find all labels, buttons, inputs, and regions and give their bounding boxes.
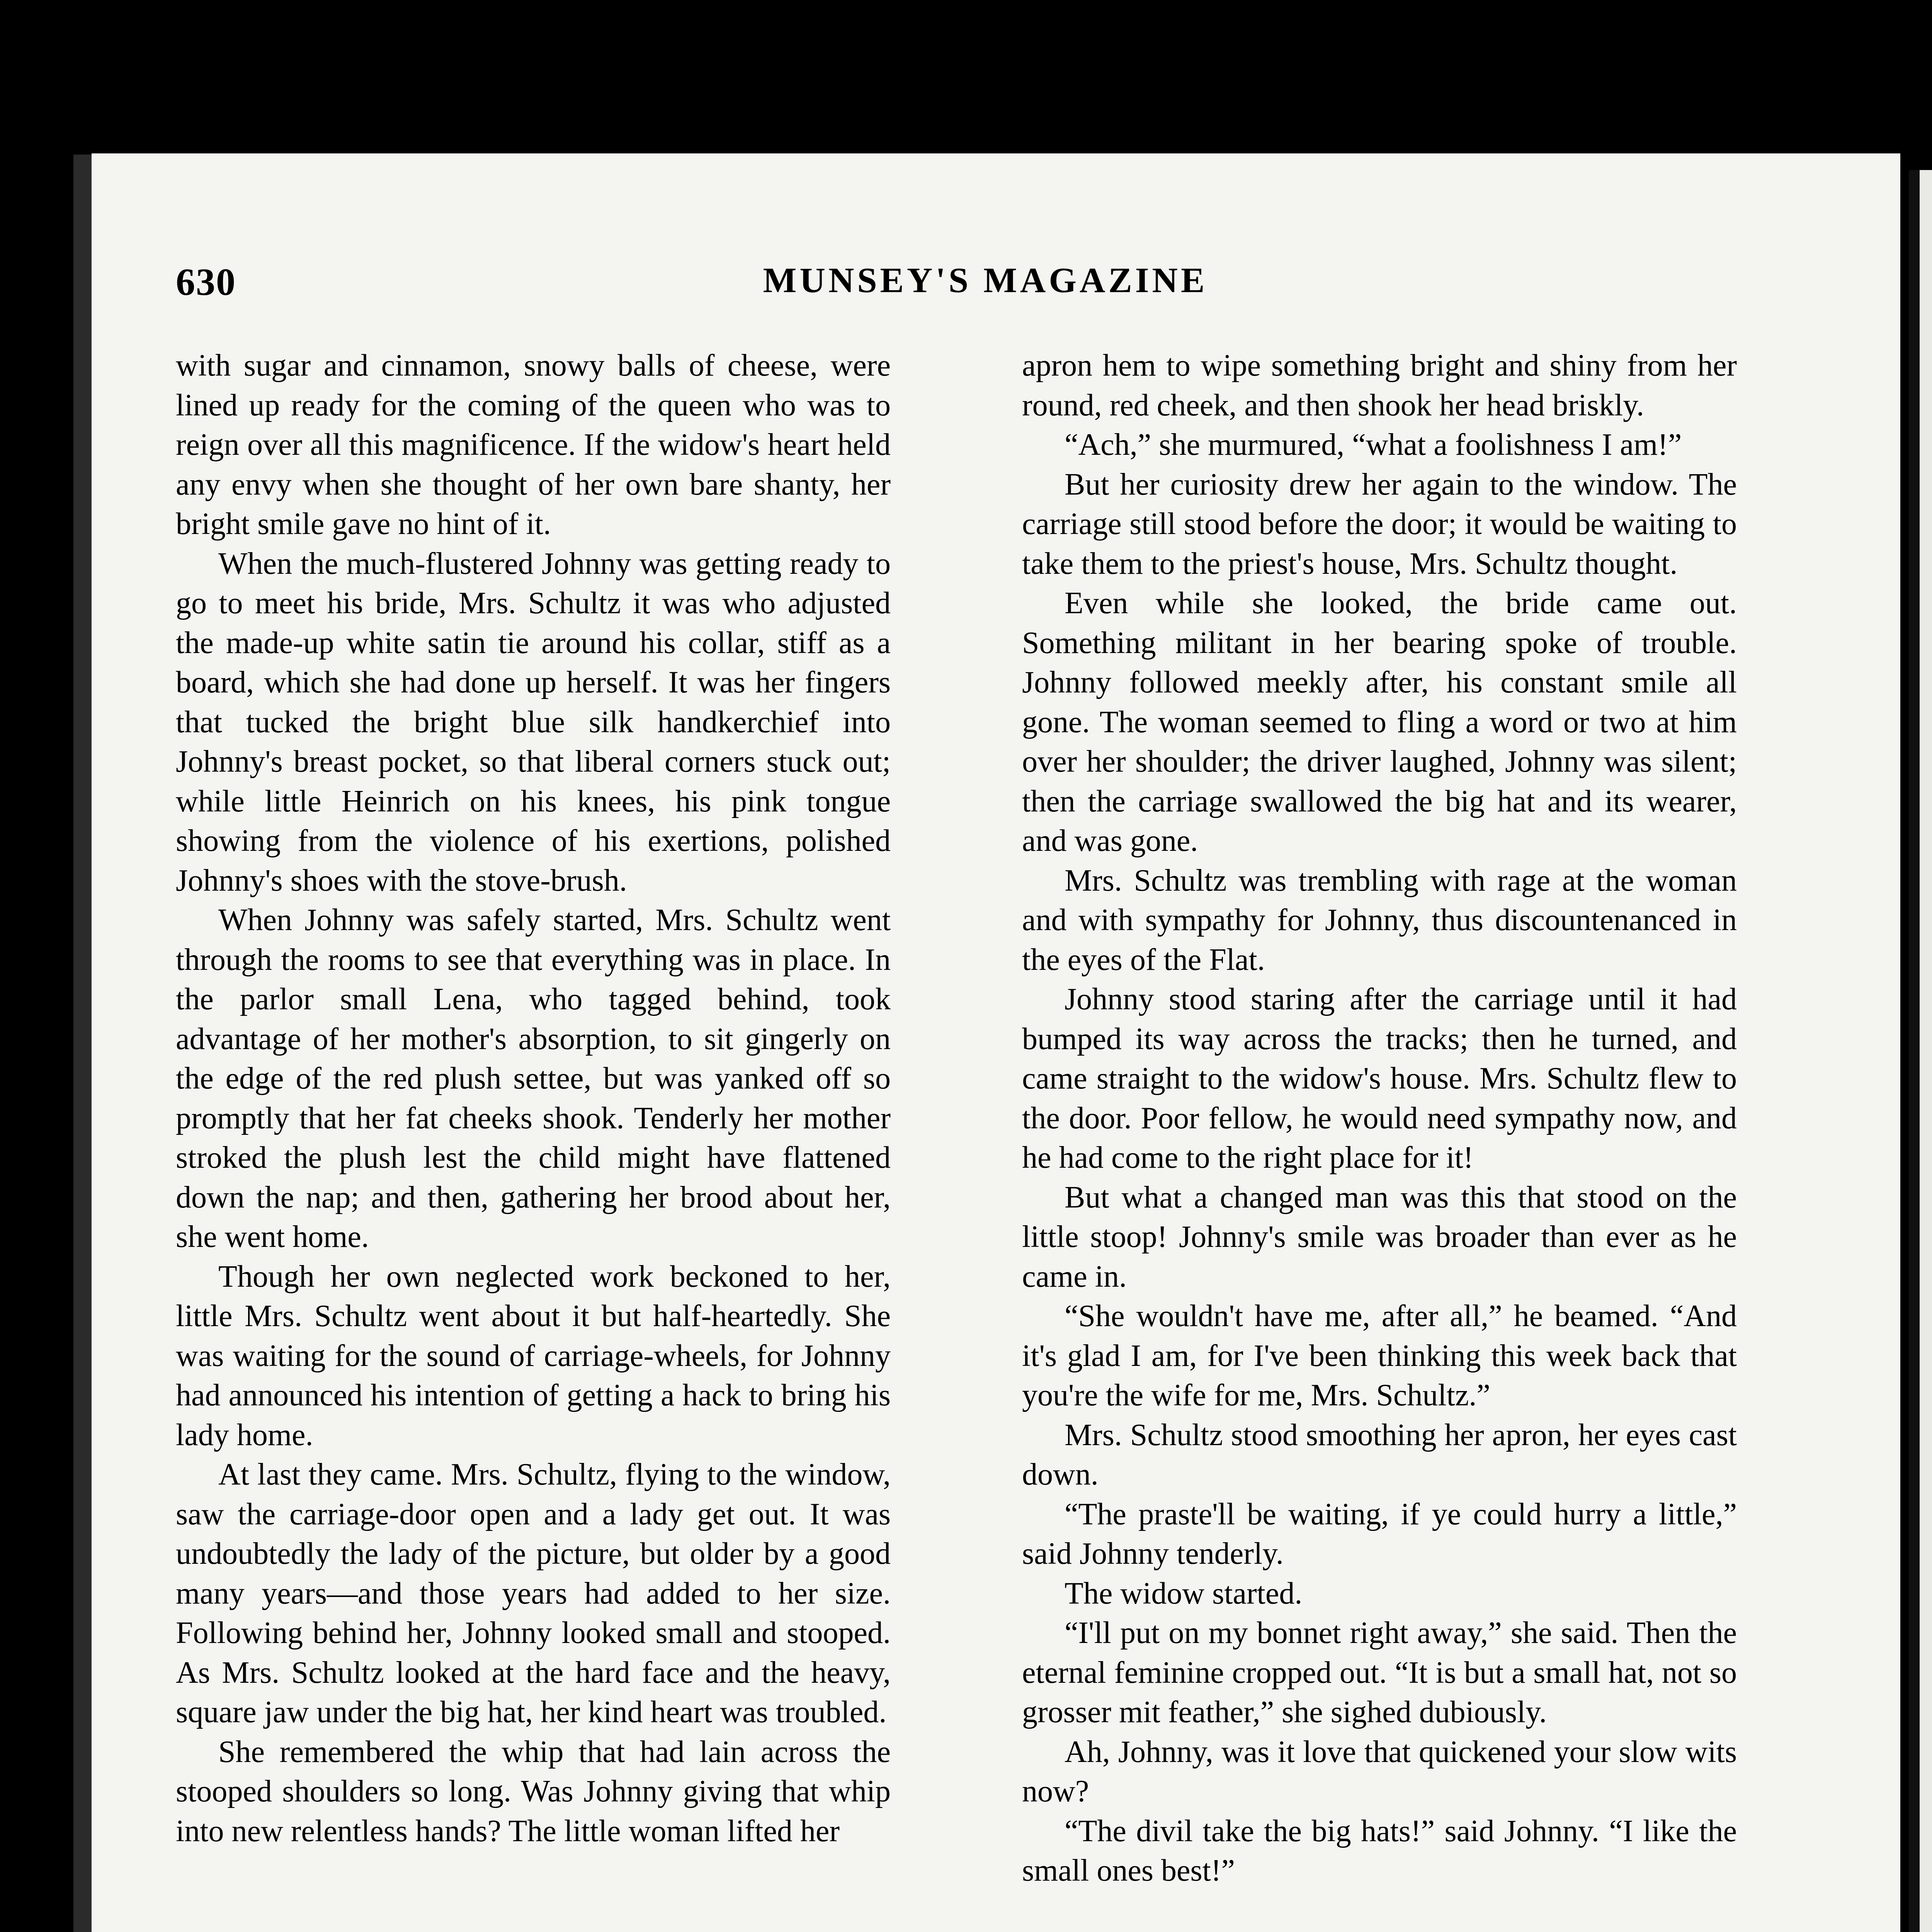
paragraph: At last they came. Mrs. Schultz, flying to the window, saw the carriage-door open and a lady get out. It was undoubtedly the lady of the picture, but older by a good many years—and those years had added to her size. Following behind her, Johnny looked small and stooped. As Mrs. Schultz looked at the hard face and the heavy, square jaw under the big hat, her kind heart was troubled. (176, 1458, 891, 1729)
paragraph: When Johnny was safely started, Mrs. Schultz went through the rooms to see that everything was in place. In the parlor small Lena, who tagged behind, took advantage of her mother's absorption, to sit gingerly on the edge of the red plush settee, but was yanked off so promptly that her fat cheeks shook. Tenderly her mother stroked the plush lest the child might have flattened down the nap; and then, gathering her brood about her, she went home. (176, 903, 891, 1254)
paragraph: Ah, Johnny, was it love that quickened your slow wits now? (1022, 1735, 1737, 1808)
paragraph: The widow started. (1065, 1576, 1303, 1611)
right-column (1022, 346, 1737, 1891)
paragraph: When the much-flustered Johnny was getting ready to go to meet his bride, Mrs. Schultz it was who adjusted the made-up white satin tie around his collar, stiff as a board, which she had done up herself. It was her fingers that tucked the bright blue silk handkerchief into Johnny's breast pocket, so that liberal corners stuck out; while little Heinrich on his knees, his pink tongue showing from the violence of his exertions, polished Johnny's shoes with the stove-brush. (176, 546, 891, 898)
paragraph: “She wouldn't have me, after all,” he beamed. “And it's glad I am, for I've been thinking this week back that you're the wife for me, Mrs. Schultz.” (1022, 1299, 1737, 1412)
paragraph: “The praste'll be waiting, if ye could hurry a little,” said Johnny tenderly. (1022, 1497, 1737, 1571)
paragraph: with sugar and cinnamon, snowy balls of cheese, were lined up ready for the coming of the queen who was to reign over all this magnificence. If the widow's heart held any envy when she thought of her own bare shanty, her bright smile gave no hint of it. (176, 349, 891, 541)
paragraph: “Ach,” she murmured, “what a foolishness I am!” (1065, 428, 1682, 462)
left-column (176, 346, 891, 1851)
page-header (176, 260, 1795, 310)
running-head: MUNSEY'S MAGAZINE (763, 260, 1208, 300)
paragraph: apron hem to wipe something bright and shiny from her round, red cheek, and then shook her head briskly. (1022, 349, 1737, 422)
paragraph: “The divil take the big hats!” said Johnny. “I like the small ones best!” (1022, 1814, 1737, 1888)
page-left-edge (73, 155, 92, 1932)
paragraph: Mrs. Schultz stood smoothing her apron, her eyes cast down. (1022, 1418, 1737, 1492)
paragraph: She remembered the whip that had lain across the stooped shoulders so long. Was Johnny giving that whip into new relentless hands? The little woman lifted her (176, 1735, 891, 1848)
paragraph: But her curiosity drew her again to the window. The carriage still stood before the door; it would be waiting to take them to the priest's house, Mrs. Schultz thought. (1022, 467, 1737, 581)
paragraph: Though her own neglected work beckoned to her, little Mrs. Schultz went about it but half-heartedly. She was waiting for the sound of carriage-wheels, for Johnny had announced his intention of getting a hack to bring his lady home. (176, 1259, 891, 1452)
next-page-sliver (1909, 170, 1932, 1932)
page-number: 630 (176, 260, 236, 303)
paragraph: But what a changed man was this that stood on the little stoop! Johnny's smile was broader than ever as he came in. (1022, 1180, 1737, 1294)
paragraph: Johnny stood staring after the carriage until it had bumped its way across the tracks; then he turned, and came straight to the widow's house. Mrs. Schultz flew to the door. Poor fellow, he would need sympathy now, and he had come to the right place for it! (1022, 982, 1737, 1175)
paragraph: “I'll put on my bonnet right away,” she said. Then the eternal feminine cropped out. “It is but a small hat, not so grosser mit feather,” she sighed dubiously. (1022, 1616, 1737, 1729)
paragraph: Even while she looked, the bride came out. Something militant in her bearing spoke of trouble. Johnny followed meekly after, his constant smile all gone. The woman seemed to fling a word or two at him over her shoulder; the driver laughed, Johnny was silent; then the carriage swallowed the big hat and its wearer, and was gone. (1022, 586, 1737, 858)
paragraph: Mrs. Schultz was trembling with rage at the woman and with sympathy for Johnny, thus discountenanced in the eyes of the Flat. (1022, 863, 1737, 977)
